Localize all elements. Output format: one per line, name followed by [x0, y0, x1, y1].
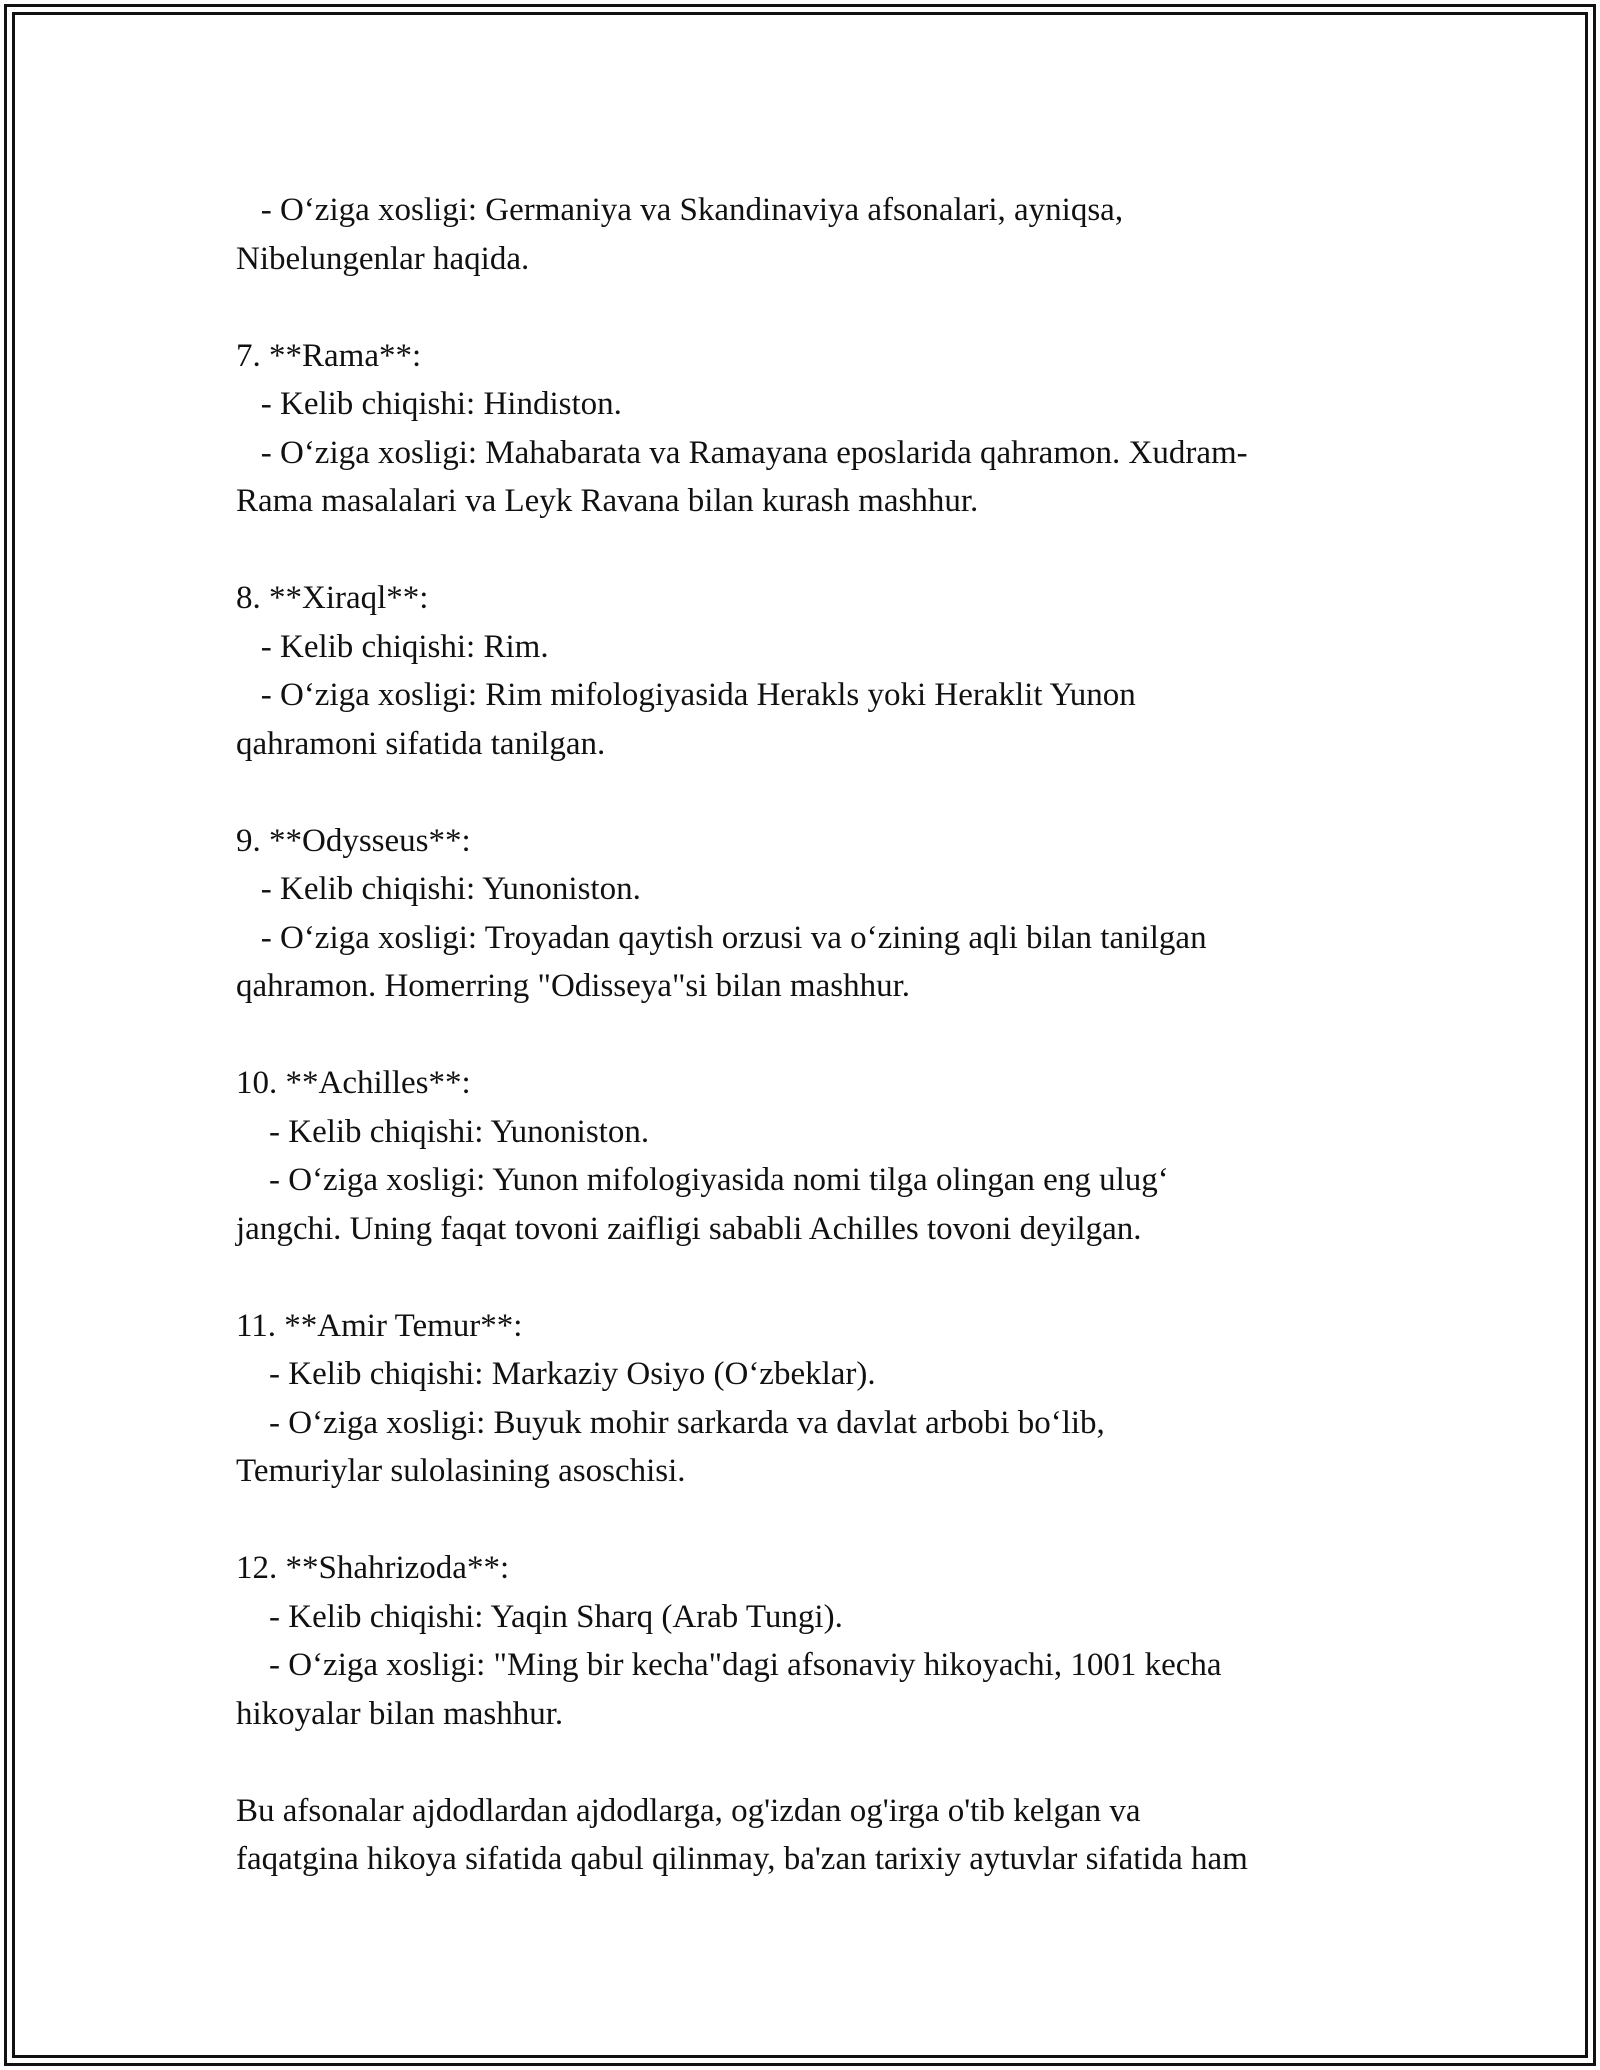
- blank-line: [236, 526, 1376, 575]
- blank-line: [236, 1253, 1376, 1302]
- text-line: - O‘ziga xosligi: "Ming bir kecha"dagi afsonaviy hikoyachi, 1001 kecha: [236, 1647, 1222, 1683]
- text-line: - O‘ziga xosligi: Germaniya va Skandinaviya afsonalari, ayniqsa,: [236, 192, 1124, 228]
- text-line: - O‘ziga xosligi: Mahabarata va Ramayana eposlarida qahramon. Xudram-: [236, 434, 1248, 471]
- text-line: - Kelib chiqishi: Yunoniston.: [236, 871, 641, 907]
- blank-line: [236, 1011, 1376, 1060]
- text-line: - Kelib chiqishi: Markaziy Osiyo (O‘zbeklar).: [236, 1356, 876, 1392]
- text-line: - O‘ziga xosligi: Yunon mifologiyasida nomi tilga olingan eng ulug‘: [236, 1162, 1169, 1198]
- text-line: - Kelib chiqishi: Yaqin Sharq (Arab Tungi).: [236, 1598, 843, 1635]
- blank-line: [236, 768, 1376, 817]
- text-line: Bu afsonalar ajdodlardan ajdodlarga, og'izdan og'irga o'tib kelgan va: [236, 1792, 1141, 1829]
- text-line: 9. **Odysseus**:: [236, 822, 471, 859]
- text-line: 8. **Xiraql**:: [236, 580, 429, 616]
- text-line: - O‘ziga xosligi: Buyuk mohir sarkarda va davlat arbobi bo‘lib,: [236, 1404, 1105, 1441]
- text-line: hikoyalar bilan mashhur.: [236, 1695, 564, 1732]
- text-line: 10. **Achilles**:: [236, 1065, 471, 1101]
- blank-line: [236, 1496, 1376, 1545]
- text-line: 7. **Rama**:: [236, 337, 422, 374]
- text-line: - Kelib chiqishi: Rim.: [236, 628, 549, 665]
- blank-line: [236, 1738, 1376, 1787]
- text-line: - O‘ziga xosligi: Rim mifologiyasida Herakls yoki Heraklit Yunon: [236, 677, 1136, 713]
- text-line: faqatgina hikoya sifatida qabul qilinmay, ba'zan tarixiy aytuvlar sifatida ham: [236, 1841, 1248, 1877]
- text-line: qahramoni sifatida tanilgan.: [236, 725, 606, 762]
- text-line: Rama masalalari va Leyk Ravana bilan kurash mashhur.: [236, 483, 979, 519]
- text-line: Temuriylar sulolasining asoschisi.: [236, 1453, 686, 1489]
- text-line: qahramon. Homerring "Odisseya"si bilan mashhur.: [236, 968, 910, 1004]
- blank-line: [236, 283, 1376, 332]
- text-line: - O‘ziga xosligi: Troyadan qaytish orzusi va o‘zining aqli bilan tanilgan: [236, 919, 1207, 956]
- text-line: jangchi. Uning faqat tovoni zaifligi sababli Achilles tovoni deyilgan.: [236, 1210, 1142, 1247]
- text-line: 11. **Amir Temur**:: [236, 1307, 523, 1344]
- document-body: [236, 186, 1376, 1884]
- text-line: - Kelib chiqishi: Yunoniston.: [236, 1113, 650, 1150]
- text-line: - Kelib chiqishi: Hindiston.: [236, 386, 622, 422]
- text-line: 12. **Shahrizoda**:: [236, 1550, 510, 1586]
- text-line: Nibelungenlar haqida.: [236, 240, 530, 277]
